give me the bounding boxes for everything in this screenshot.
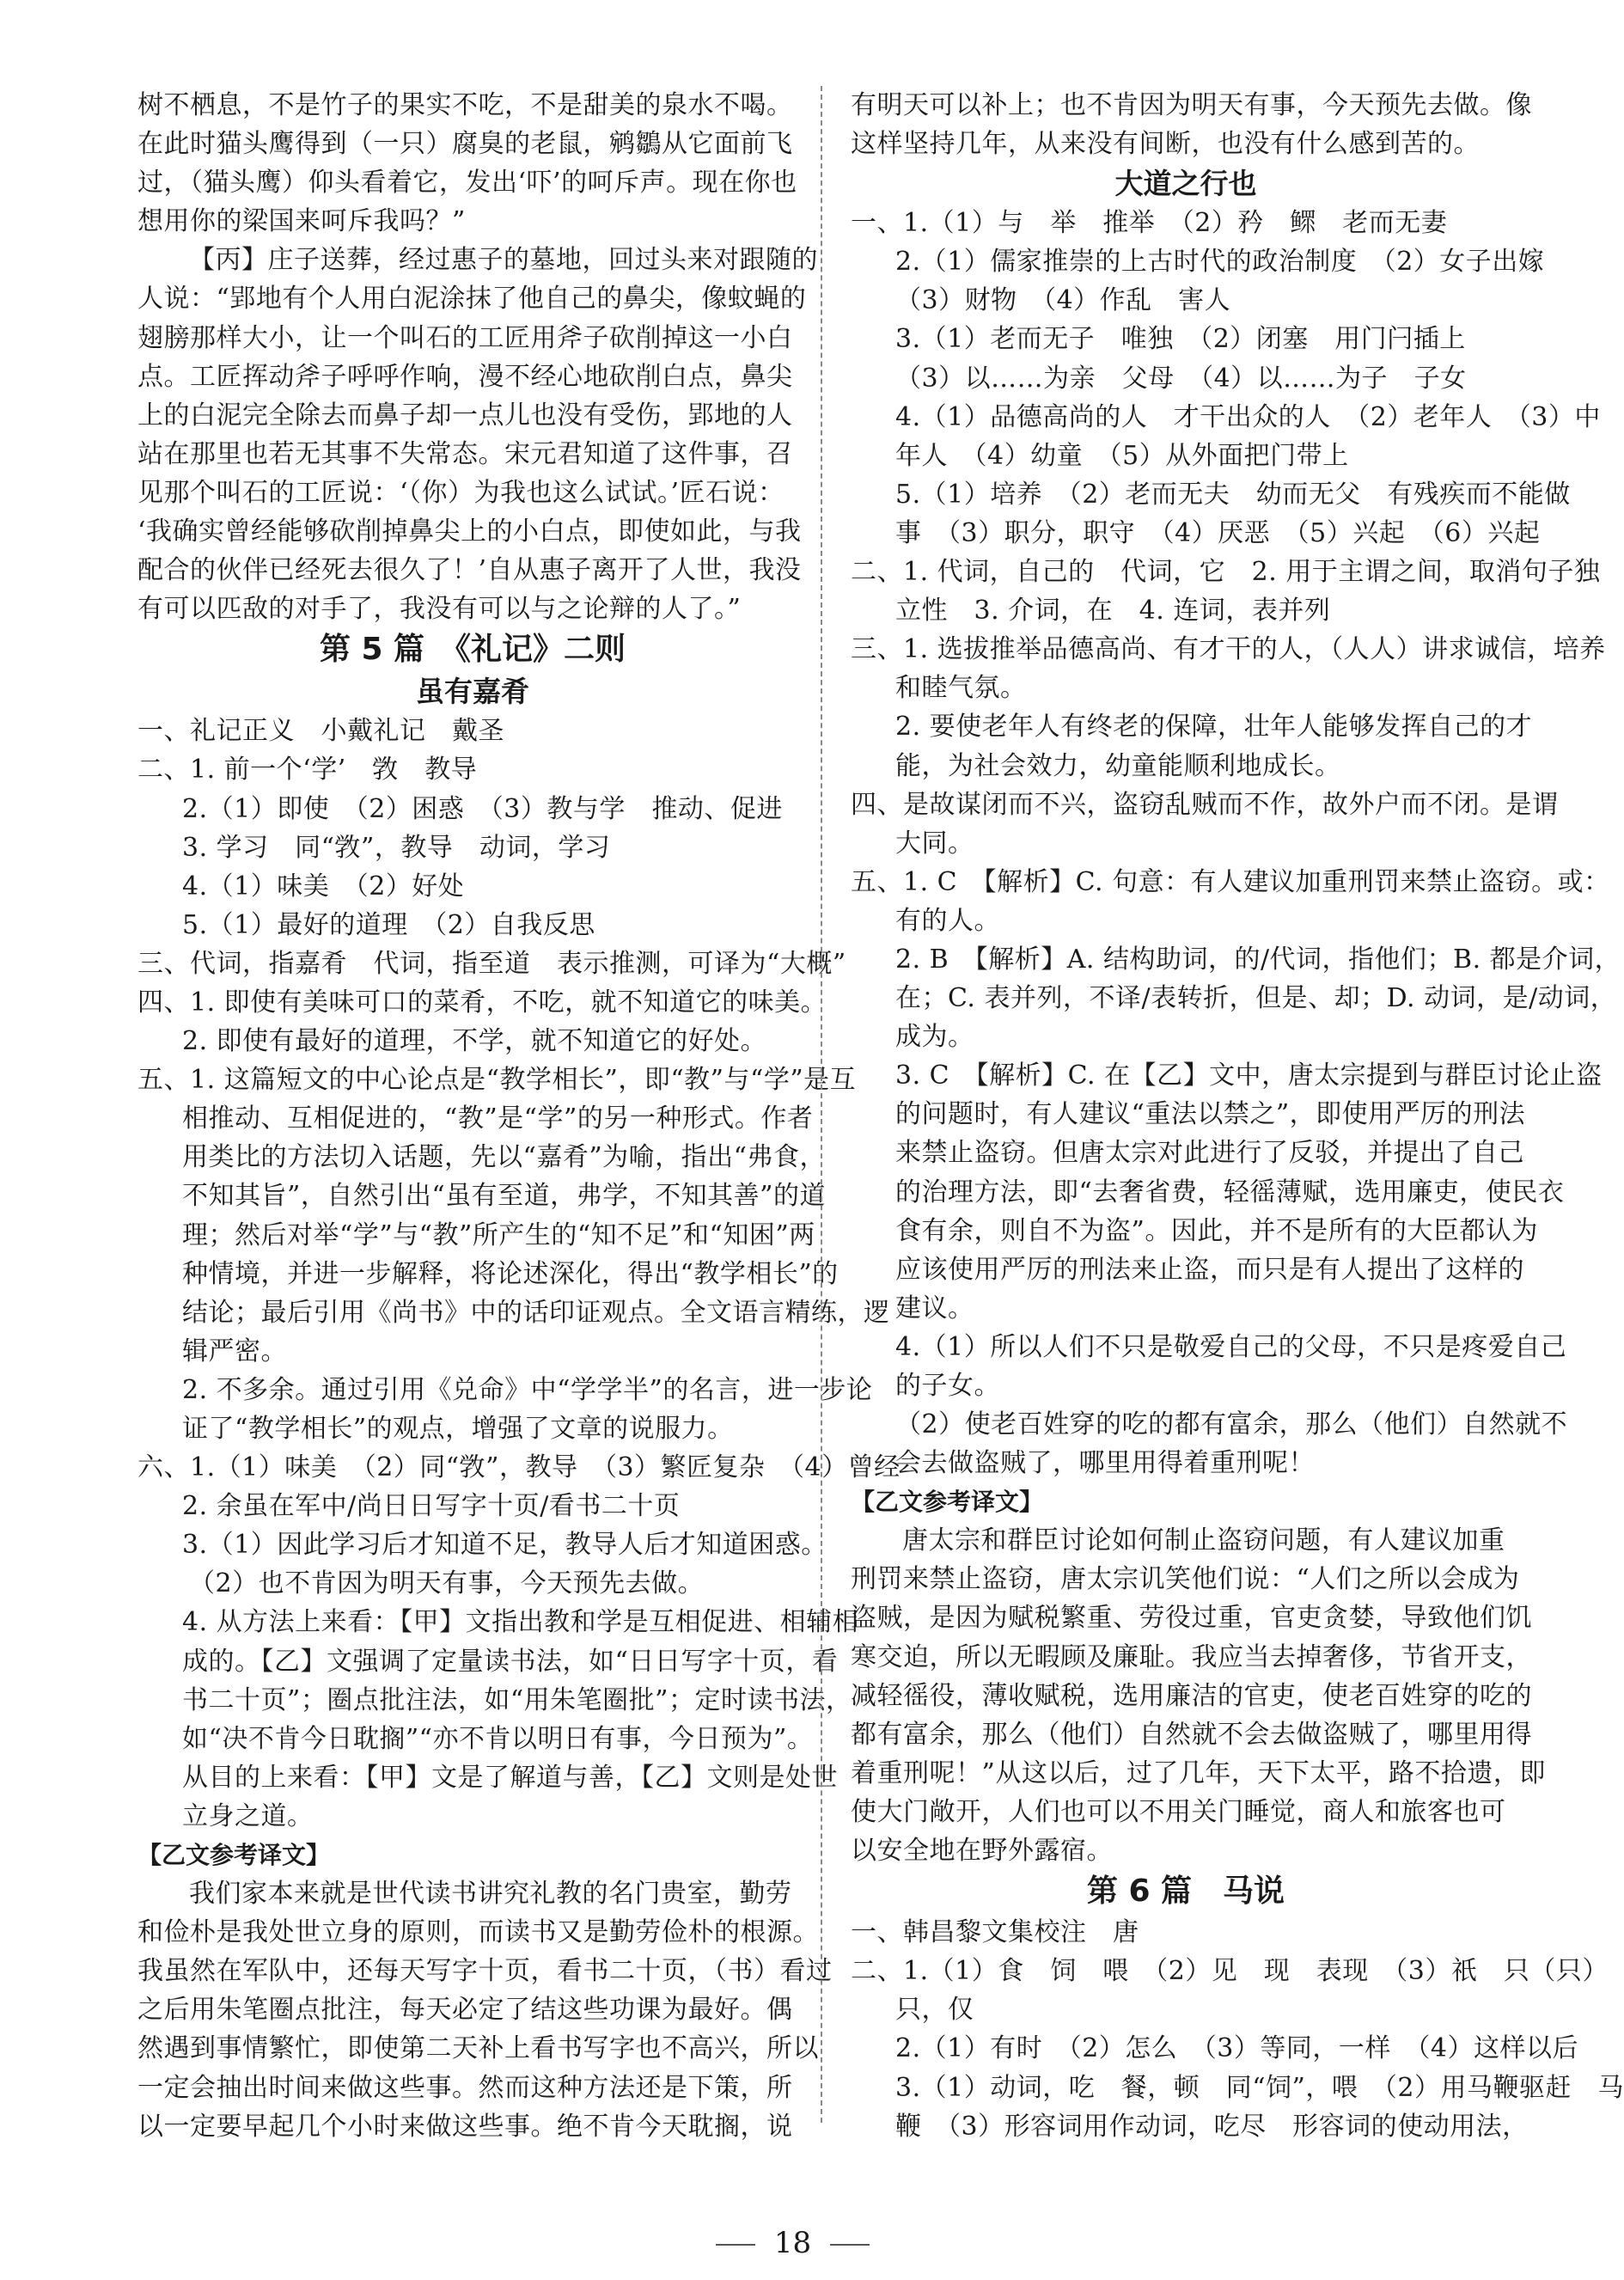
text-line: 一、韩昌黎文集校注 唐 <box>851 1917 1139 1948</box>
text-line: 以一定要早起几个小时来做这些事。绝不肯今天耽搁，说 <box>137 2111 793 2142</box>
text-line: 二、1. 代词，自己的 代词，它 2. 用于主谓之间，取消句子独 <box>851 557 1601 588</box>
text-line: 4.（1）味美 （2）好处 <box>182 871 465 902</box>
text-line: ‘我确实曾经能够砍削掉鼻尖上的小白点，即使如此，与我 <box>137 517 802 547</box>
text-line: 都有富余，那么（他们）自然就不会去做盗贼了，哪里用得 <box>851 1719 1532 1750</box>
text-line: （3）财物 （4）作乱 害人 <box>895 285 1231 316</box>
text-line: 辑严密。 <box>182 1336 287 1366</box>
page-number-dash-left <box>716 2244 755 2246</box>
column-divider <box>821 86 822 2123</box>
text-line: 2. 不多余。通过引用《兑命》中“学学半”的名言，进一步论 <box>182 1374 873 1405</box>
text-line: 刑罚来禁止盗窃，唐太宗讥笑他们说：“人们之所以会成为 <box>851 1564 1520 1595</box>
page-number <box>0 2226 1585 2260</box>
text-line: 的问题时，有人建议“重法以禁之”，即使用严厉的刑法 <box>895 1099 1526 1130</box>
text-line: 3.（1）动词，吃 餐，顿 同“饲”，喂 （2）用马鞭驱赶 马 <box>895 2072 1624 2103</box>
text-line: 成为。 <box>895 1022 974 1053</box>
text-line: （2）也不肯因为明天有事，今天预先去做。 <box>189 1568 705 1599</box>
text-line: 书二十页”；圈点批注法，如“用朱笔圈批”；定时读书法， <box>182 1684 852 1715</box>
text-line: 使大门敞开，人们也可以不用关门睡觉，商人和旅客也可 <box>851 1796 1506 1827</box>
text-line: 五、1. 这篇短文的中心论点是“教学相长”，即“教”与“学”是互 <box>137 1065 857 1096</box>
text-line: 之后用朱笔圈点批注，每天必定了结这些功课为最好。偶 <box>137 1995 793 2026</box>
text-line: 相推动、互相促进的，“教”是“学”的另一种形式。作者 <box>182 1103 814 1134</box>
text-line: 四、1. 即使有美味可口的菜肴，不吃，就不知道它的味美。 <box>137 987 827 1018</box>
text-line: 不知其旨”，自然引出“虽有至道，弗学，不知其善”的道 <box>182 1181 827 1212</box>
section-heading: 第 5 篇 《礼记》二则 <box>319 632 626 668</box>
text-line: 用类比的方法切入话题，先以“嘉肴”为喻，指出“弗食， <box>182 1142 827 1173</box>
text-line: 然遇到事情繁忙，即使第二天补上看书写字也不高兴，所以 <box>137 2033 819 2064</box>
text-line: 减轻徭役，薄收赋税，选用廉洁的官吏，使老百姓穿的吃的 <box>851 1680 1532 1711</box>
text-line: 五、1. C 【解析】C. 句意：有人建议加重刑罚来禁止盗窃。或： <box>851 866 1610 897</box>
text-line: 这样坚持几年，从来没有间断，也没有什么感到苦的。 <box>851 129 1480 160</box>
text-line: 4.（1）所以人们不只是敬爱自己的父母，不只是疼爱自己 <box>895 1331 1567 1362</box>
text-line: 结论；最后引用《尚书》中的话印证观点。全文语言精练，逻 <box>182 1297 890 1328</box>
text-line: 点。工匠挥动斧子呼呼作响，漫不经心地砍削白点，鼻尖 <box>137 361 793 392</box>
section-heading: 第 6 篇 马说 <box>1086 1874 1285 1910</box>
text-line: 4. 从方法上来看：【甲】文指出教和学是互相促进、相辅相 <box>182 1607 859 1638</box>
text-line: 如“决不肯今日耽搁”“亦不肯以明日有事，今日预为”。 <box>182 1723 814 1754</box>
text-line: 来禁止盗窃。但唐太宗对此进行了反驳，并提出了自己 <box>895 1138 1524 1169</box>
text-line: 4.（1）品德高尚的人 才干出众的人 （2）老年人 （3）中 <box>895 401 1601 432</box>
text-line: 2. 要使老年人有终老的保障，壮年人能够发挥自己的才 <box>895 712 1533 743</box>
text-line: 翅膀那样大小，让一个叫石的工匠用斧子砍削掉这一小白 <box>137 322 793 353</box>
text-line: 从目的上来看：【甲】文是了解道与善，【乙】文则是处世 <box>182 1762 838 1793</box>
text-line: 5.（1）最好的道理 （2）自我反思 <box>182 909 595 940</box>
text-line: 树不栖息，不是竹子的果实不吃，不是甜美的泉水不喝。 <box>137 90 793 120</box>
text-line: 食有余，则自不为盗”。因此，并不是所有的大臣都认为 <box>895 1215 1538 1246</box>
text-line: 过，（猫头鹰）仰头看着它，发出‘吓’的呵斥声。现在你也 <box>137 168 797 199</box>
text-line: 会去做盗贼了，哪里用得着重刑呢！ <box>895 1448 1315 1479</box>
text-line: 大同。 <box>895 828 974 859</box>
text-line: 一定会抽出时间来做这些事。然而这种方法还是下策，所 <box>137 2072 793 2103</box>
text-line: 的治理方法，即“去奢省费，轻徭薄赋，选用廉吏，使民衣 <box>895 1177 1565 1207</box>
right-column <box>851 86 1624 2146</box>
text-line: 人说：“郢地有个人用白泥涂抹了他自己的鼻尖，像蚊蝇的 <box>137 284 807 315</box>
text-line: 有的人。 <box>895 905 1000 936</box>
text-line: 年人 （4）幼童 （5）从外面把门带上 <box>895 440 1349 471</box>
text-line: 2.（1）即使 （2）困惑 （3）教与学 推动、促进 <box>182 793 783 824</box>
text-line: 在；C. 表并列，不译/表转折，但是、却；D. 动词，是/动词， <box>895 983 1617 1014</box>
text-line: 立性 3. 介词，在 4. 连词，表并列 <box>895 596 1331 627</box>
text-line: 二、1. 前一个‘学’ 敩 教导 <box>137 755 478 785</box>
text-line: 立身之道。 <box>182 1800 314 1831</box>
text-line: 2.（1）儒家推崇的上古时代的政治制度 （2）女子出嫁 <box>895 247 1545 278</box>
text-line: 鞭 （3）形容词用作动词，吃尽 形容词的使动用法， <box>895 2111 1529 2142</box>
text-line: （2）使老百姓穿的吃的都有富余，那么（他们）自然就不 <box>895 1409 1568 1440</box>
text-line: 寒交迫，所以无暇顾及廉耻。我应当去掉奢侈，节省开支， <box>851 1641 1532 1672</box>
text-line: 想用你的梁国来呵斥我吗？” <box>137 206 466 237</box>
text-line: 四、是故谋闭而不兴，盗窃乱贼而不作，故外户而不闭。是谓 <box>851 789 1559 820</box>
text-line: 在此时猫头鹰得到（一只）腐臭的老鼠，鹓鶵从它面前飞 <box>137 129 793 160</box>
subsection-heading: 虽有嘉肴 <box>416 675 529 709</box>
translation-label: 【乙文参考译文】 <box>851 1488 1044 1517</box>
text-line: 2. B 【解析】A. 结构助词，的/代词，指他们；B. 都是介词， <box>895 944 1621 975</box>
text-line: 3.（1）因此学习后才知道不足，教导人后才知道困惑。 <box>182 1530 827 1561</box>
text-line: 5.（1）培养 （2）老而无夫 幼而无父 有残疾而不能做 <box>895 479 1571 510</box>
page-number-text: 18 <box>773 2226 812 2260</box>
text-line: 我们家本来就是世代读书讲究礼教的名门贵室，勤劳 <box>189 1879 792 1910</box>
translation-label: 【乙文参考译文】 <box>137 1841 331 1870</box>
text-line: 我虽然在军队中，还每天写字十页，看书二十页，（书）看过 <box>137 1956 833 1987</box>
text-line: 和睦气氛。 <box>895 673 1027 704</box>
text-line: 2. 余虽在军中/尚日日写字十页/看书二十页 <box>182 1491 681 1522</box>
text-line: 3.（1）老而无子 唯独 （2）闭塞 用门闩插上 <box>895 324 1466 355</box>
text-line: 建议。 <box>895 1293 974 1323</box>
text-line: 【丙】庄子送葬，经过惠子的墓地，回过头来对跟随的 <box>189 245 818 276</box>
text-line: 2. 即使有最好的道理，不学，就不知道它的好处。 <box>182 1026 767 1057</box>
text-line: 事 （3）职分，职守 （4）厌恶 （5）兴起 （6）兴起 <box>895 517 1541 548</box>
text-line: 应该使用严厉的刑法来止盗，而只是有人提出了这样的 <box>895 1254 1524 1285</box>
text-line: 盗贼，是因为赋税繁重、劳役过重，官吏贪婪，导致他们饥 <box>851 1603 1532 1634</box>
text-line: 站在那里也若无其事不失常态。宋元君知道了这件事，召 <box>137 438 793 469</box>
text-line: 唐太宗和群臣讨论如何制止盗窃问题，有人建议加重 <box>902 1525 1505 1556</box>
text-line: 见那个叫石的工匠说：‘（你）为我也这么试试。’匠石说： <box>137 477 785 508</box>
text-line: 以安全地在野外露宿。 <box>851 1836 1113 1867</box>
text-line: 能，为社会效力，幼童能顺利地成长。 <box>895 750 1341 781</box>
text-line: 的子女。 <box>895 1371 1000 1401</box>
text-line: 三、代词，指嘉肴 代词，指至道 表示推测，可译为“大概” <box>137 948 846 979</box>
text-line: 3. C 【解析】C. 在【乙】文中，唐太宗提到与群臣讨论止盗 <box>895 1061 1603 1091</box>
text-line: 只，仅 <box>895 1995 974 2026</box>
page-number-dash-right <box>830 2244 870 2246</box>
text-line: 一、礼记正义 小戴礼记 戴圣 <box>137 716 504 747</box>
text-line: 证了“教学相长”的观点，增强了文章的说服力。 <box>182 1414 734 1444</box>
text-line: 上的白泥完全除去而鼻子却一点儿也没有受伤，郢地的人 <box>137 400 793 431</box>
text-line: 六、1.（1）味美 （2）同“敩”，教导 （3）繁匠复杂 （4）曾经 <box>137 1452 901 1483</box>
text-line: 和俭朴是我处世立身的原则，而读书又是勤劳俭朴的根源。 <box>137 1917 819 1948</box>
text-line: 3. 学习 同“敩”，教导 动词，学习 <box>182 832 611 863</box>
text-line: 有明天可以补上；也不肯因为明天有事，今天预先去做。像 <box>851 90 1532 120</box>
text-line: 着重刑呢！”从这以后，过了几年，天下太平，路不拾遗，即 <box>851 1757 1546 1788</box>
text-line: 2.（1）有时 （2）怎么 （3）等同，一样 （4）这样以后 <box>895 2033 1578 2064</box>
text-line: 配合的伙伴已经死去很久了！’自从惠子离开了人世，我没 <box>137 555 802 586</box>
subsection-heading: 大道之行也 <box>1114 167 1257 201</box>
text-line: 二、1.（1）食 饲 喂 （2）见 现 表现 （3）祇 只（只） <box>851 1956 1609 1987</box>
text-line: （3）以……为亲 父母 （4）以……为子 子女 <box>895 363 1467 394</box>
text-line: 有可以匹敌的对手了，我没有可以与之论辩的人了。” <box>137 594 742 625</box>
text-line: 三、1. 选拔推举品德高尚、有才干的人，（人人）讲求诚信，培养 <box>851 634 1606 665</box>
left-column <box>137 86 901 2146</box>
text-line: 理；然后对举“学”与“教”所产生的“知不足”和“知困”两 <box>182 1219 815 1250</box>
text-line: 成的。【乙】文强调了定量读书法，如“日日写字十页，看 <box>182 1646 839 1677</box>
text-line: 一、1.（1）与 举 推举 （2）矜 鳏 老而无妻 <box>851 208 1448 239</box>
text-line: 种情境，并进一步解释，将论述深化，得出“教学相长”的 <box>182 1258 839 1289</box>
